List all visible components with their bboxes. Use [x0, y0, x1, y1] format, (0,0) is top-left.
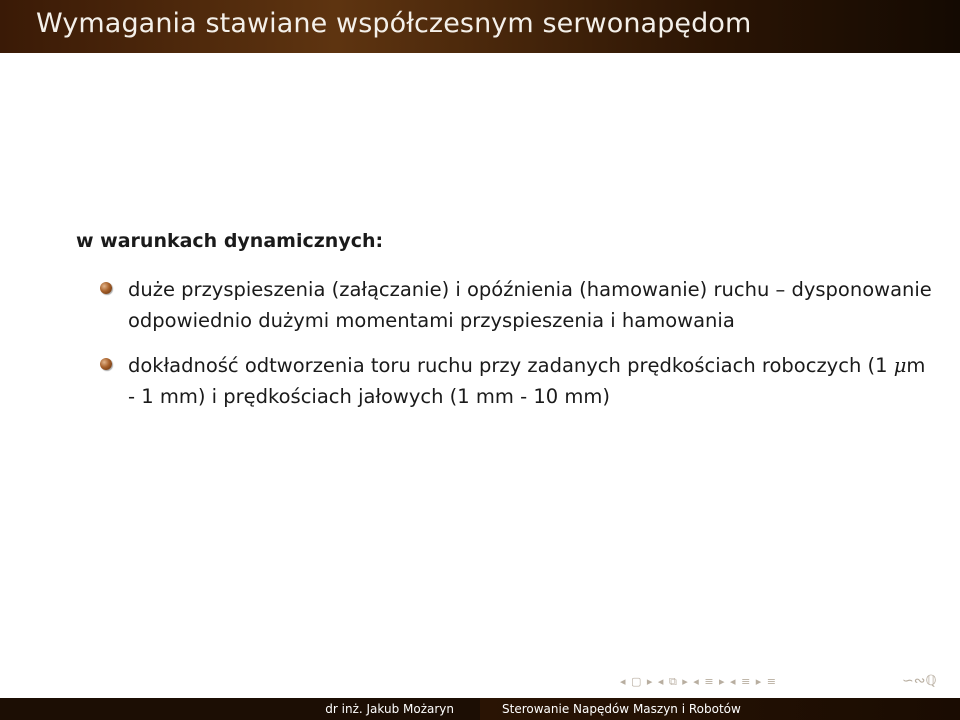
navigation-arrows-icon[interactable]: ◂ ▢ ▸ ◂ ⧉ ▸ ◂ ≡ ▸ ◂ ≡ ▸ ≡ [620, 675, 778, 688]
list-item [76, 350, 936, 412]
list-item-text: duże przyspieszenia (załączanie) i opóźnienia (hamowanie) ruchu – dysponowanie odpowiednio dużymi momentami przyspieszenia i hamowania [128, 278, 932, 332]
list-item-text [128, 350, 936, 412]
title-bar [0, 0, 960, 53]
footer [0, 698, 960, 720]
bullet-icon [100, 282, 112, 294]
navigation-bar [620, 675, 950, 693]
list-item-text-part: m - 1 mm) i prędkościach jałowych (1 mm - 10 mm) [128, 354, 926, 408]
bullet-icon [100, 358, 112, 370]
list-item-text-part: dokładność odtworzenia toru ruchu przy zadanych prędkościach roboczych (1 [128, 354, 894, 377]
slide-title: Wymagania stawiane współczesnym serwonapędom [36, 8, 752, 39]
list-item [76, 274, 936, 336]
footer-course: Sterowanie Napędów Maszyn i Robotów [480, 698, 960, 720]
footer-author: dr inż. Jakub Możaryn [0, 698, 480, 720]
mu-symbol: μ [893, 354, 907, 377]
slide-content [76, 230, 936, 426]
section-heading: w warunkach dynamicznych: [76, 230, 384, 252]
search-icon[interactable]: ∽∾ℚ [902, 673, 937, 689]
